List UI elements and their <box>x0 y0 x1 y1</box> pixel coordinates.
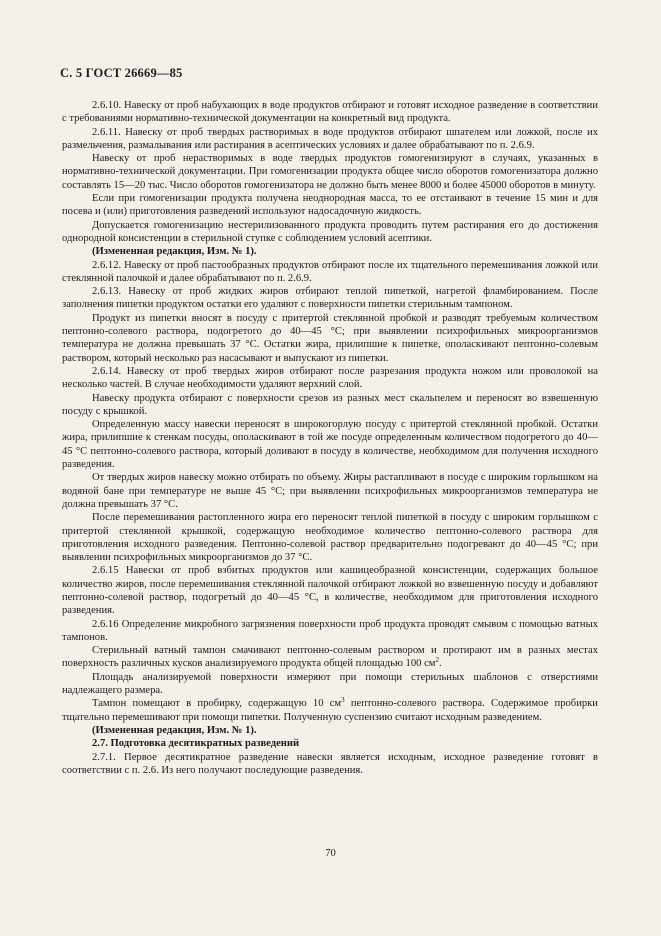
paragraph <box>62 192 598 219</box>
paragraph <box>62 285 598 312</box>
paragraph <box>62 392 598 419</box>
paragraph-text: 2.7.1. Первое десятикратное разведение навески является исходным, исходное разведение готовят в соответствии с п. 2.6. Из него получают последующие разведения. <box>62 751 598 776</box>
paragraph-text: (Измененная редакция, Изм. № 1). <box>92 246 257 258</box>
paragraph-text: Определенную массу навески переносят в широкогорлую посуду с притертой стеклянной пробкой. Остатки жира, прилипшие к стенкам посуды, ополаскивают в той же посуде определенным количеством подогретого до 40—45 °С пептонно-солевого раствора, который доливают в посуду в количестве, необходимом для получения исходного разведения. <box>62 419 598 471</box>
superscript: 3 <box>341 696 345 705</box>
bold-paragraph <box>62 737 598 750</box>
paragraph-text: 2.6.13. Навеску от проб жидких жиров отбирают теплой пипеткой, нагретой фламбированием. После заполнения пипетки продуктом остатки его удаляют с поверхности пипетки стерильным тампоном. <box>62 286 598 311</box>
paragraph-text: Допускается гомогенизацию нестерилизованного продукта проводить путем растирания его до достижения однородной консистенции в стерильной ступке с соблюдением условий асептики. <box>62 219 598 244</box>
page-number: 70 <box>325 848 336 859</box>
paragraph-text: Навеску продукта отбирают с поверхности срезов из разных мест скальпелем и переносят во взвешенную посуду с крышкой. <box>62 392 598 417</box>
paragraph <box>62 99 598 126</box>
paragraph <box>62 219 598 246</box>
paragraph <box>62 365 598 392</box>
paragraph <box>62 152 598 192</box>
paragraph-tail: . <box>438 658 442 670</box>
paragraph-text: 2.7. Подготовка десятикратных разведений <box>92 738 300 750</box>
paragraph <box>62 126 598 153</box>
paragraph-text: 2.6.16 Определение микробного загрязнения поверхности проб продукта проводят смывом с помощью ватных тампонов. <box>62 618 598 643</box>
paragraph-text: После перемешивания растопленного жира его переносят теплой пипеткой в посуду с широким горлышком с притертой стеклянной крышкой, содержащую необходимое количество пептонно-солевого раствора для приготовления исходного разведения. Пептонно-солевой раствор предварительно подогревают до 40—45 °С; при выявлении психрофильных микроорганизмов до 37 °С. <box>62 512 598 564</box>
paragraph-text: 2.6.15 Навески от проб взбитых продуктов или кашицеобразной консистенции, содержащих большое количество жиров, после перемешивания стеклянной палочкой отбирают ложкой во взвешенную посуду и добавляют пептонно-солевой раствор, подогретый до 40—45 °С, в количестве, необходимом для приготовления исходного разведения. <box>62 565 598 617</box>
paragraph-text: Стерильный ватный тампон смачивают пептонно-солевым раствором и протирают им в разных местах поверхность различных кусков анализируемого продукта общей площадью 100 см <box>62 645 598 670</box>
paragraph <box>62 511 598 564</box>
paragraph <box>62 644 598 671</box>
document-body <box>62 99 598 777</box>
paragraph-text: (Измененная редакция, Изм. № 1). <box>92 724 257 736</box>
bold-paragraph <box>62 245 598 258</box>
paragraph-text: 2.6.12. Навеску от проб пастообразных продуктов отбирают после их тщательного перемешивания ложкой или стеклянной палочкой и далее обрабатывают по п. 2.6.9. <box>62 259 598 284</box>
paragraph-text: Площадь анализируемой поверхности измеряют при помощи стерильных шаблонов с отверстиями надлежащего размера. <box>62 671 598 697</box>
paragraph-text: Навеску от проб нерастворимых в воде твердых продуктов гомогенизируют в случаях, указанных в нормативно-технической документации. При гомогенизации продукта общее число оборотов гомогенизатора должно составлять 15—20 тыс. Число оборотов гомогенизатора не должно быть менее 8000 и более 45000 оборотов в минуту. <box>62 153 598 191</box>
paragraph <box>62 564 598 617</box>
paragraph-text: Продукт из пипетки вносят в посуду с притертой стеклянной пробкой и разводят требуемым количеством пептонно-солевого раствора, подогретого до 40—45 °С; при выявлении психрофильных микроорганизмов температура не должна превышать 37 °С. Остатки жира, прилипшие к пипетке, ополаскивают пептонно-солевым раствором, который несколько раз насасывают и выпускают из пипетки. <box>62 312 598 364</box>
paragraph <box>62 471 598 511</box>
paragraph-text: 2.6.10. Навеску от проб набухающих в воде продуктов отбирают и готовят исходное разведение в соответствии с требованиями нормативно-технической документации на конкретный вид продукта. <box>62 100 598 125</box>
superscript: 2 <box>435 656 439 665</box>
paragraph <box>62 259 598 286</box>
paragraph <box>62 312 598 365</box>
paragraph <box>62 618 598 645</box>
page-header: С. 5 ГОСТ 26669—85 <box>60 66 183 80</box>
paragraph-tail: пептонно-солевого раствора. Содержимое пробирки тщательно перемешивают при помощи пипетки. Полученную суспензию считают исходным разведением. <box>62 698 598 723</box>
paragraph <box>62 697 598 724</box>
paragraph-text: Тампон помещают в пробирку, содержащую 10 см <box>92 698 342 710</box>
paragraph-text: От твердых жиров навеску можно отбирать по объему. Жиры растапливают в посуде с широким горлышком на водяной бане при температуре не выше 45 °С; при выявлении психрофильных микроорганизмов температура не должна превышать 37 °С. <box>62 472 598 510</box>
paragraph-text: 2.6.14. Навеску от проб твердых жиров отбирают после разрезания продукта ножом или проволокой на несколько частей. В случае необходимости удаляют верхний слой. <box>62 365 598 391</box>
bold-paragraph <box>62 724 598 737</box>
paragraph-text: 2.6.11. Навеску от проб твердых растворимых в воде продуктов отбирают шпателем или ложкой, после их размельчения, размалывания или растирания в асептических условиях и далее обрабатывают по п. 2.6.9. <box>62 126 598 151</box>
paragraph <box>62 751 598 778</box>
paragraph <box>62 418 598 471</box>
paragraph <box>62 671 598 698</box>
paragraph-text: Если при гомогенизации продукта получена неоднородная масса, то ее отстаивают в течение 15 мин и для посева и (или) приготовления разведений используют надосадочную жидкость. <box>62 193 598 218</box>
